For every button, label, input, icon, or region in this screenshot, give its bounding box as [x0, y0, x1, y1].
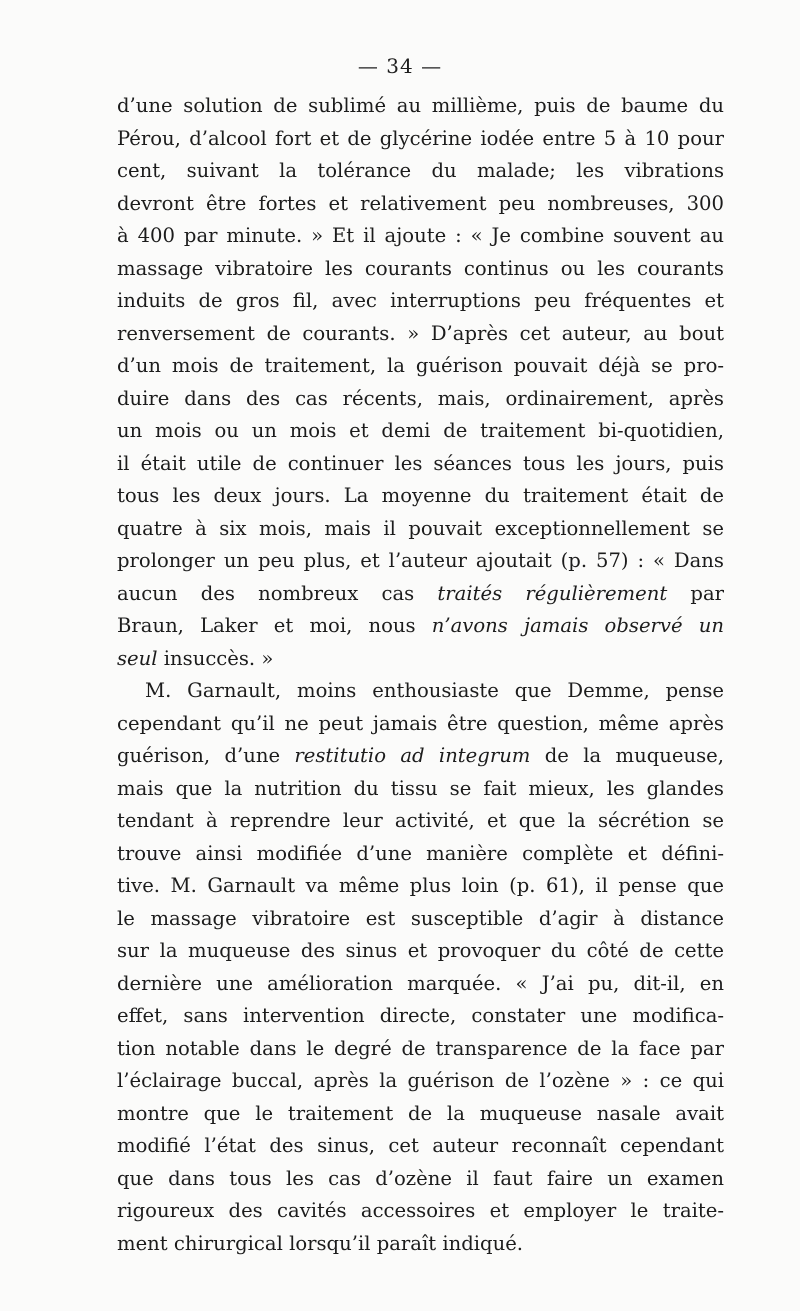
- text-line: sur la muqueuse des sinus et provoquer du côté de cette: [117, 939, 724, 962]
- text-line: quatre à six mois, mais il pouvait exceptionnellement se: [117, 516, 724, 540]
- italic-run: traités régulièrement: [437, 581, 668, 605]
- italic-run: restitutio ad integrum: [294, 744, 531, 767]
- text-line: tion notable dans le degré de transparence de la face par: [117, 1036, 724, 1060]
- text-line: tendant à reprendre leur activité, et que la sécrétion se: [117, 809, 724, 832]
- text-line: d’un mois de traitement, la guérison pouvait déjà se pro-: [117, 354, 724, 377]
- text-line: que dans tous les cas d’ozène il faut faire un examen: [117, 1166, 724, 1190]
- text-line: ment chirurgical lorsqu’il paraît indiqué.: [117, 1231, 524, 1255]
- text-line: il était utile de continuer les séances tous les jours, puis: [117, 451, 724, 475]
- text-line: le massage vibratoire est susceptible d’agir à distance: [117, 906, 724, 930]
- italic-run: seul: [117, 646, 158, 670]
- text-line: [117, 643, 724, 676]
- text-line: [117, 610, 724, 643]
- text-line: d’une solution de sublimé au millième, puis de baume du: [117, 94, 724, 117]
- text-line: effet, sans intervention directe, constater une modifica-: [117, 1004, 724, 1027]
- text-line: prolonger un peu plus, et l’auteur ajoutait (p. 57) : « Dans: [117, 549, 724, 572]
- text-line: tous les deux jours. La moyenne du traitement était de: [117, 484, 724, 507]
- text-line: modifié l’état des sinus, cet auteur reconnaît cependant: [117, 1134, 724, 1157]
- text-line: trouve ainsi modifiée d’une manière complète et défini-: [117, 841, 724, 865]
- text-line: tive. M. Garnault va même plus loin (p. 61), il pense que: [117, 874, 724, 897]
- text-line: cependant qu’il ne peut jamais être question, même après: [117, 711, 724, 735]
- text-line: Pérou, d’alcool fort et de glycérine iodée entre 5 à 10 pour: [117, 126, 724, 150]
- text-line: mais que la nutrition du tissu se fait mieux, les glandes: [117, 776, 724, 800]
- text-line: à 400 par minute. » Et il ajoute : « Je combine souvent au: [117, 224, 724, 247]
- text-run: Braun, Laker et moi, nous: [117, 614, 432, 637]
- text-line: rigoureux des cavités accessoires et employer le traite-: [117, 1199, 724, 1222]
- text-line: dernière une amélioration marquée. « J’ai pu, dit-il, en: [117, 971, 724, 995]
- text-line: cent, suivant la tolérance du malade; les vibrations: [117, 159, 724, 182]
- text-run: aucun des nombreux cas: [117, 581, 438, 605]
- text-line: devront être fortes et relativement peu nombreuses, 300: [117, 191, 724, 215]
- text-line: induits de gros fil, avec interruptions peu fréquentes et: [117, 289, 724, 312]
- text-line: l’éclairage buccal, après la guérison de l’ozène » : ce qui: [117, 1069, 724, 1092]
- text-line: duire dans des cas récents, mais, ordinairement, après: [117, 386, 724, 410]
- text-line: massage vibratoire les courants continus ou les courants: [117, 256, 724, 280]
- page-number: — 34 —: [357, 54, 443, 78]
- text-line: M. Garnault, moins enthousiaste que Demme, pense: [145, 679, 724, 702]
- text-run: insuccès. »: [157, 646, 274, 670]
- text-run: par: [667, 581, 724, 605]
- text-run: de la muqueuse,: [530, 744, 724, 767]
- italic-run: n’avons jamais observé un: [431, 614, 724, 637]
- body-text: [117, 90, 724, 1260]
- text-run: guérison, d’une: [117, 744, 295, 767]
- text-line: [117, 578, 724, 611]
- text-line: un mois ou un mois et demi de traitement bi-quotidien,: [117, 419, 724, 442]
- text-line: renversement de courants. » D’après cet auteur, au bout: [117, 321, 724, 345]
- text-line: [117, 740, 724, 773]
- text-line: montre que le traitement de la muqueuse nasale avait: [117, 1101, 724, 1125]
